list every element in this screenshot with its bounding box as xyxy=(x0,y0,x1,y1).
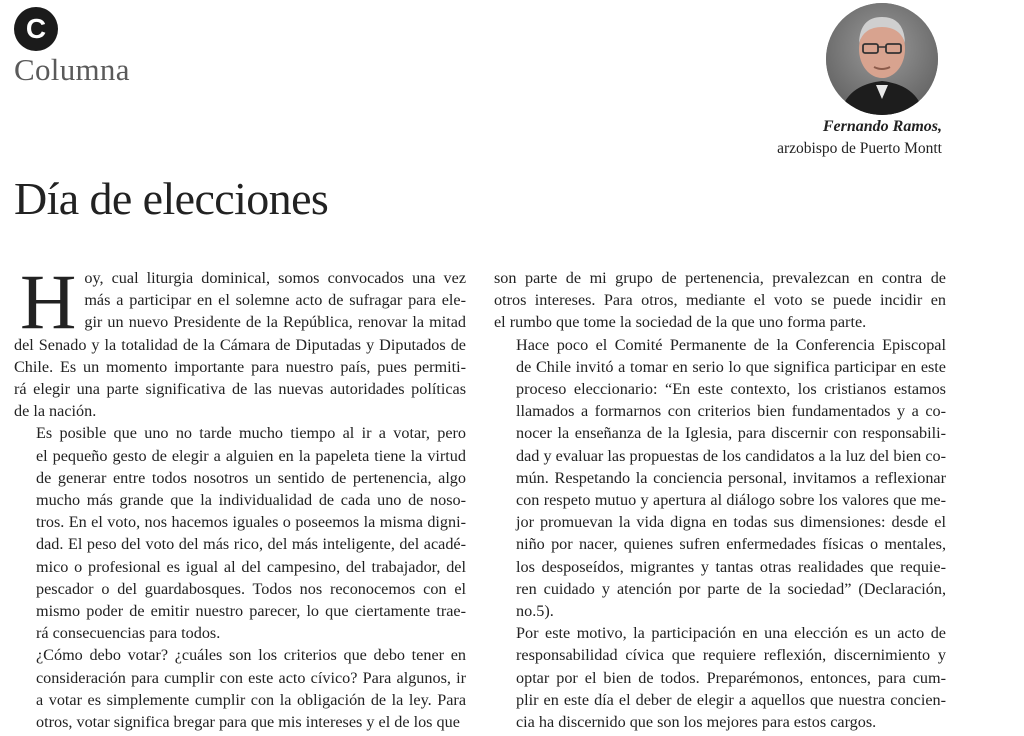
drop-cap: H xyxy=(20,258,77,345)
text-line: otros, votar significa bregar para que mis intereses y el de los que xyxy=(36,713,460,732)
text-line: dad. El peso del voto del más rico, del más inteligente, del acadé- xyxy=(36,535,466,554)
text-line: plir en este día el deber de elegir a aquellos que nuestra concien- xyxy=(516,690,946,709)
author-role: arzobispo de Puerto Montt xyxy=(777,140,942,157)
text-line: del Senado y la totalidad de la Cámara de Diputadas y Diputados de xyxy=(14,335,466,354)
text-line: más a participar en el solemne acto de sufragar para ele- xyxy=(84,291,466,310)
text-line: nocer la enseñanza de la Iglesia, para discernir con responsabili- xyxy=(516,424,946,443)
text-line: de Chile invitó a tomar en serio lo que significa participar en este xyxy=(516,357,946,376)
article-paragraph xyxy=(494,622,946,733)
text-line: oy, cual liturgia dominical, somos convocados una vez xyxy=(84,269,466,287)
badge-letter: C xyxy=(25,13,47,44)
text-line: responsabilidad cívica que requiere reflexión, discernimiento y xyxy=(516,646,946,665)
article-paragraph xyxy=(494,334,946,623)
text-line: cia ha discernido que son los mejores para estos cargos. xyxy=(516,713,877,732)
text-line: a votar es simplemente cumplir con la obligación de la ley. Para xyxy=(36,690,466,709)
text-line: los desposeídos, migrantes y tantas otras realidades que requie- xyxy=(516,557,946,576)
article-title: Día de elecciones xyxy=(14,173,329,224)
section-badge xyxy=(14,7,58,51)
text-line: pescador o del guardabosques. Todos nos reconocemos con el xyxy=(36,579,466,598)
text-line: proceso eleccionario: “En este contexto, los cristianos estamos xyxy=(516,380,946,399)
text-line: optar por el bien de todos. Preparémonos, entonces, para cum- xyxy=(516,668,946,687)
text-line: no.5). xyxy=(516,602,554,621)
text-line: rá consecuencias para todos. xyxy=(36,624,221,643)
text-line: mismo poder de emitir nuestro parecer, lo que ciertamente trae- xyxy=(36,602,466,621)
text-line: ¿Cómo debo votar? ¿cuáles son los criterios que debo tener en xyxy=(36,646,466,665)
text-line: jor promuevan la vida digna en todas sus dimensiones: desde el xyxy=(516,513,946,532)
text-line: Hace poco el Comité Permanente de la Conferencia Episcopal xyxy=(516,335,946,354)
text-line: Por este motivo, la participación en una elección es un acto de xyxy=(516,624,946,643)
text-line: el rumbo que tome la sociedad de la que uno forma parte. xyxy=(494,313,867,332)
text-line: Chile. Es un momento importante para nuestro país, pues permiti- xyxy=(14,357,466,376)
author-portrait-image xyxy=(826,3,938,115)
text-line: dad y evaluar las propuestas de los candidatos a la luz del bien co- xyxy=(516,446,946,465)
text-line: mico o profesional es igual al del campesino, del trabajador, del xyxy=(36,557,466,576)
text-line: tros. En el voto, nos hacemos iguales o poseemos la misma digni- xyxy=(36,513,466,532)
text-line: con respeto mutuo y apertura al diálogo sobre los valores que me- xyxy=(516,491,946,510)
article-column-right xyxy=(494,267,946,733)
text-line: Es posible que uno no tarde mucho tiempo al ir a votar, pero xyxy=(36,424,466,443)
text-line: consideración para cumplir con este acto cívico? Para algunos, ir xyxy=(36,668,466,687)
text-line: rá elegir una parte significativa de las nuevas autoridades políticas xyxy=(14,380,466,399)
text-line: mucho más grande que la individualidad de cada uno de noso- xyxy=(36,491,466,510)
article-paragraph xyxy=(494,267,946,334)
text-line: gir un nuevo Presidente de la República, renovar la mitad xyxy=(84,313,466,332)
text-line: niño por nacer, quienes sufren enfermedades físicas o mentales, xyxy=(516,535,946,554)
text-line: el pequeño gesto de elegir a alguien en la papeleta tiene la virtud xyxy=(36,446,466,465)
text-line: llamados a formarnos con criterios bien fundamentados y a co- xyxy=(516,402,946,421)
text-line: otros intereses. Para otros, mediante el voto se puede incidir en xyxy=(494,291,946,310)
text-line: de la nación. xyxy=(14,402,97,421)
author-photo xyxy=(826,3,938,115)
article-column-left xyxy=(14,258,466,733)
article-paragraph xyxy=(14,422,466,644)
text-line: de generar entre todos nosotros un sentido de pertenencia, algo xyxy=(36,468,466,487)
text-line: mún. Respetando la conciencia personal, invitamos a reflexionar xyxy=(516,468,946,487)
text-line: ren cuidado y atención por parte de la sociedad” (Declaración, xyxy=(516,579,946,598)
author-name: Fernando Ramos, xyxy=(822,118,942,135)
text-line: son parte de mi grupo de pertenencia, prevalezcan en contra de xyxy=(494,269,946,287)
article-paragraph xyxy=(14,644,466,733)
article-paragraph xyxy=(14,258,466,422)
section-label: Columna xyxy=(14,52,130,87)
